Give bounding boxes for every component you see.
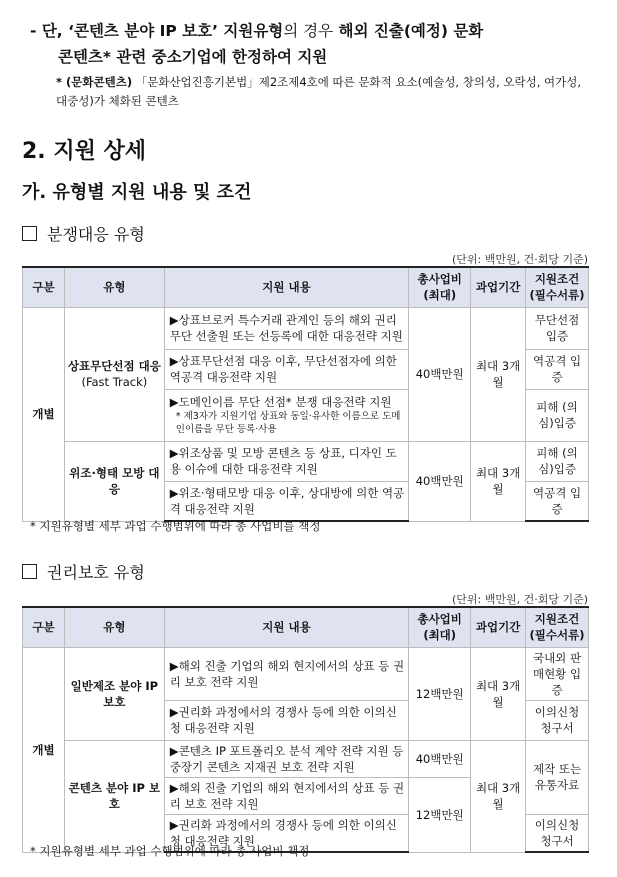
note-label: * (문화콘텐츠)	[56, 75, 133, 89]
period-cell: 최대 3개월	[471, 307, 526, 441]
subsection-title: 가. 유형별 지원 내용 및 조건	[22, 182, 252, 203]
header-gubun: 구분	[23, 607, 65, 647]
header-condition: 지원조건 (필수서류)	[526, 267, 589, 307]
condition-cell: 역공격 입증	[526, 481, 589, 521]
content-cell: ▶위조·형태모방 대응 이후, 상대방에 의한 역공격 대응전략 지원	[164, 481, 408, 521]
dispute-table	[22, 266, 589, 522]
condition-cell: 무단선점 입증	[526, 307, 589, 349]
cell-gubun: 개별	[23, 647, 65, 852]
header-budget: 총사업비 (최대)	[409, 267, 471, 307]
budget-cell: 40백만원	[409, 307, 471, 441]
condition-cell: 피해 (의심)입증	[526, 389, 589, 441]
condition-cell: 역공격 입증	[526, 349, 589, 389]
footnote-1: * 지원유형별 세부 과업 수행범위에 따라 총 사업비를 책정	[30, 519, 321, 533]
content-cell: ▶콘텐츠 IP 포트폴리오 분석 계약 전략 지원 등 중장기 콘텐츠 지재권 보호 전략 지원	[164, 740, 408, 777]
header-condition: 지원조건 (필수서류)	[526, 607, 589, 647]
culture-content-note	[56, 73, 586, 111]
header-gubun: 구분	[23, 267, 65, 307]
intro-line-1a: - 단, ‘콘텐츠 분야 IP 보호’ 지원유형	[30, 22, 284, 40]
table-header-row	[23, 607, 589, 647]
content-cell: ▶해외 진출 기업의 해외 현지에서의 상표 등 권리 보호 전략 지원	[164, 777, 408, 814]
type-trademark-label: 상표무단선점 대응	[67, 359, 161, 373]
budget-cell: 12백만원	[409, 777, 471, 852]
header-period: 과업기간	[471, 267, 526, 307]
header-type: 유형	[64, 267, 164, 307]
header-content: 지원 내용	[164, 607, 408, 647]
cell-type-counterfeit: 위조·형태 모방 대응	[64, 441, 164, 521]
period-cell: 최대 3개월	[471, 647, 526, 740]
table-row	[23, 740, 589, 777]
cell-type-content: 콘텐츠 분야 IP 보호	[64, 740, 164, 852]
condition-cell: 제작 또는 유통자료	[526, 740, 589, 814]
box-title-protection	[22, 560, 145, 583]
unit-note-1: (단위: 백만원, 건·회당 기준)	[451, 253, 588, 266]
type-trademark-sub: (Fast Track)	[81, 375, 148, 389]
period-cell: 최대 3개월	[471, 441, 526, 521]
checkbox-square-icon	[22, 226, 37, 241]
cell-type-general: 일반제조 분야 IP 보호	[64, 647, 164, 740]
content-cell: ▶상표무단선점 대응 이후, 무단선점자에 의한 역공격 대응전략 지원	[164, 349, 408, 389]
content-cell: ▶권리화 과정에서의 경쟁사 등에 의한 이의신청 대응전략 지원	[164, 700, 408, 740]
box-title-dispute-label: 분쟁대응 유형	[47, 225, 145, 244]
budget-cell: 12백만원	[409, 647, 471, 740]
table-row	[23, 647, 589, 700]
condition-cell: 피해 (의심)입증	[526, 441, 589, 481]
intro-line-1c: 해외 진출(예정) 문화	[333, 22, 484, 40]
protection-table	[22, 606, 589, 853]
cell-type-trademark	[64, 307, 164, 441]
content-note: * 제3자가 지원기업 상표와 동일·유사한 이름으로 도메인이름을 무단 등록·사용	[175, 411, 401, 435]
cell-gubun: 개별	[23, 307, 65, 521]
content-text: ▶도메인이름 무단 선점* 분쟁 대응전략 지원	[169, 395, 392, 409]
unit-note-2: (단위: 백만원, 건·회당 기준)	[451, 593, 588, 606]
budget-cell: 40백만원	[409, 441, 471, 521]
content-cell: ▶해외 진출 기업의 해외 현지에서의 상표 등 권리 보호 전략 지원	[164, 647, 408, 700]
checkbox-square-icon	[22, 564, 37, 579]
header-budget: 총사업비 (최대)	[409, 607, 471, 647]
header-type: 유형	[64, 607, 164, 647]
header-content: 지원 내용	[164, 267, 408, 307]
period-cell: 최대 3개월	[471, 740, 526, 852]
box-title-dispute	[22, 222, 145, 245]
table-row	[23, 307, 589, 349]
box-title-protection-label: 권리보호 유형	[47, 563, 145, 582]
intro-line-1b: 의 경우	[283, 22, 334, 40]
intro-line-1	[30, 18, 483, 44]
condition-cell: 이의신청 청구서	[526, 814, 589, 852]
condition-cell: 국내외 판매현황 입증	[526, 647, 589, 700]
header-period: 과업기간	[471, 607, 526, 647]
table-row	[23, 441, 589, 481]
condition-cell: 이의신청 청구서	[526, 700, 589, 740]
content-cell	[164, 389, 408, 441]
note-text: 「문화산업진흥기본법」제2조제4호에 따른 문화적 요소(예술성, 창의성, 오락성, 여가성, 대중성)가 체화된 콘텐츠	[56, 75, 582, 108]
budget-cell: 40백만원	[409, 740, 471, 777]
section-title: 2. 지원 상세	[22, 139, 146, 164]
content-cell: ▶권리화 과정에서의 경쟁사 등에 의한 이의신청 대응전략 지원	[164, 814, 408, 852]
content-cell: ▶상표브로커 특수거래 관계인 등의 해외 권리 무단 선출원 또는 선등록에 대한 대응전략 지원	[164, 307, 408, 349]
content-cell: ▶위조상품 및 모방 콘텐츠 등 상표, 디자인 도용 이슈에 대한 대응전략 지원	[164, 441, 408, 481]
intro-line-2: 콘텐츠* 관련 중소기업에 한정하여 지원	[58, 48, 328, 66]
table-header-row	[23, 267, 589, 307]
footnote-2: * 지원유형별 세부 과업 수행범위에 따라 총 사업비 책정	[30, 844, 310, 858]
